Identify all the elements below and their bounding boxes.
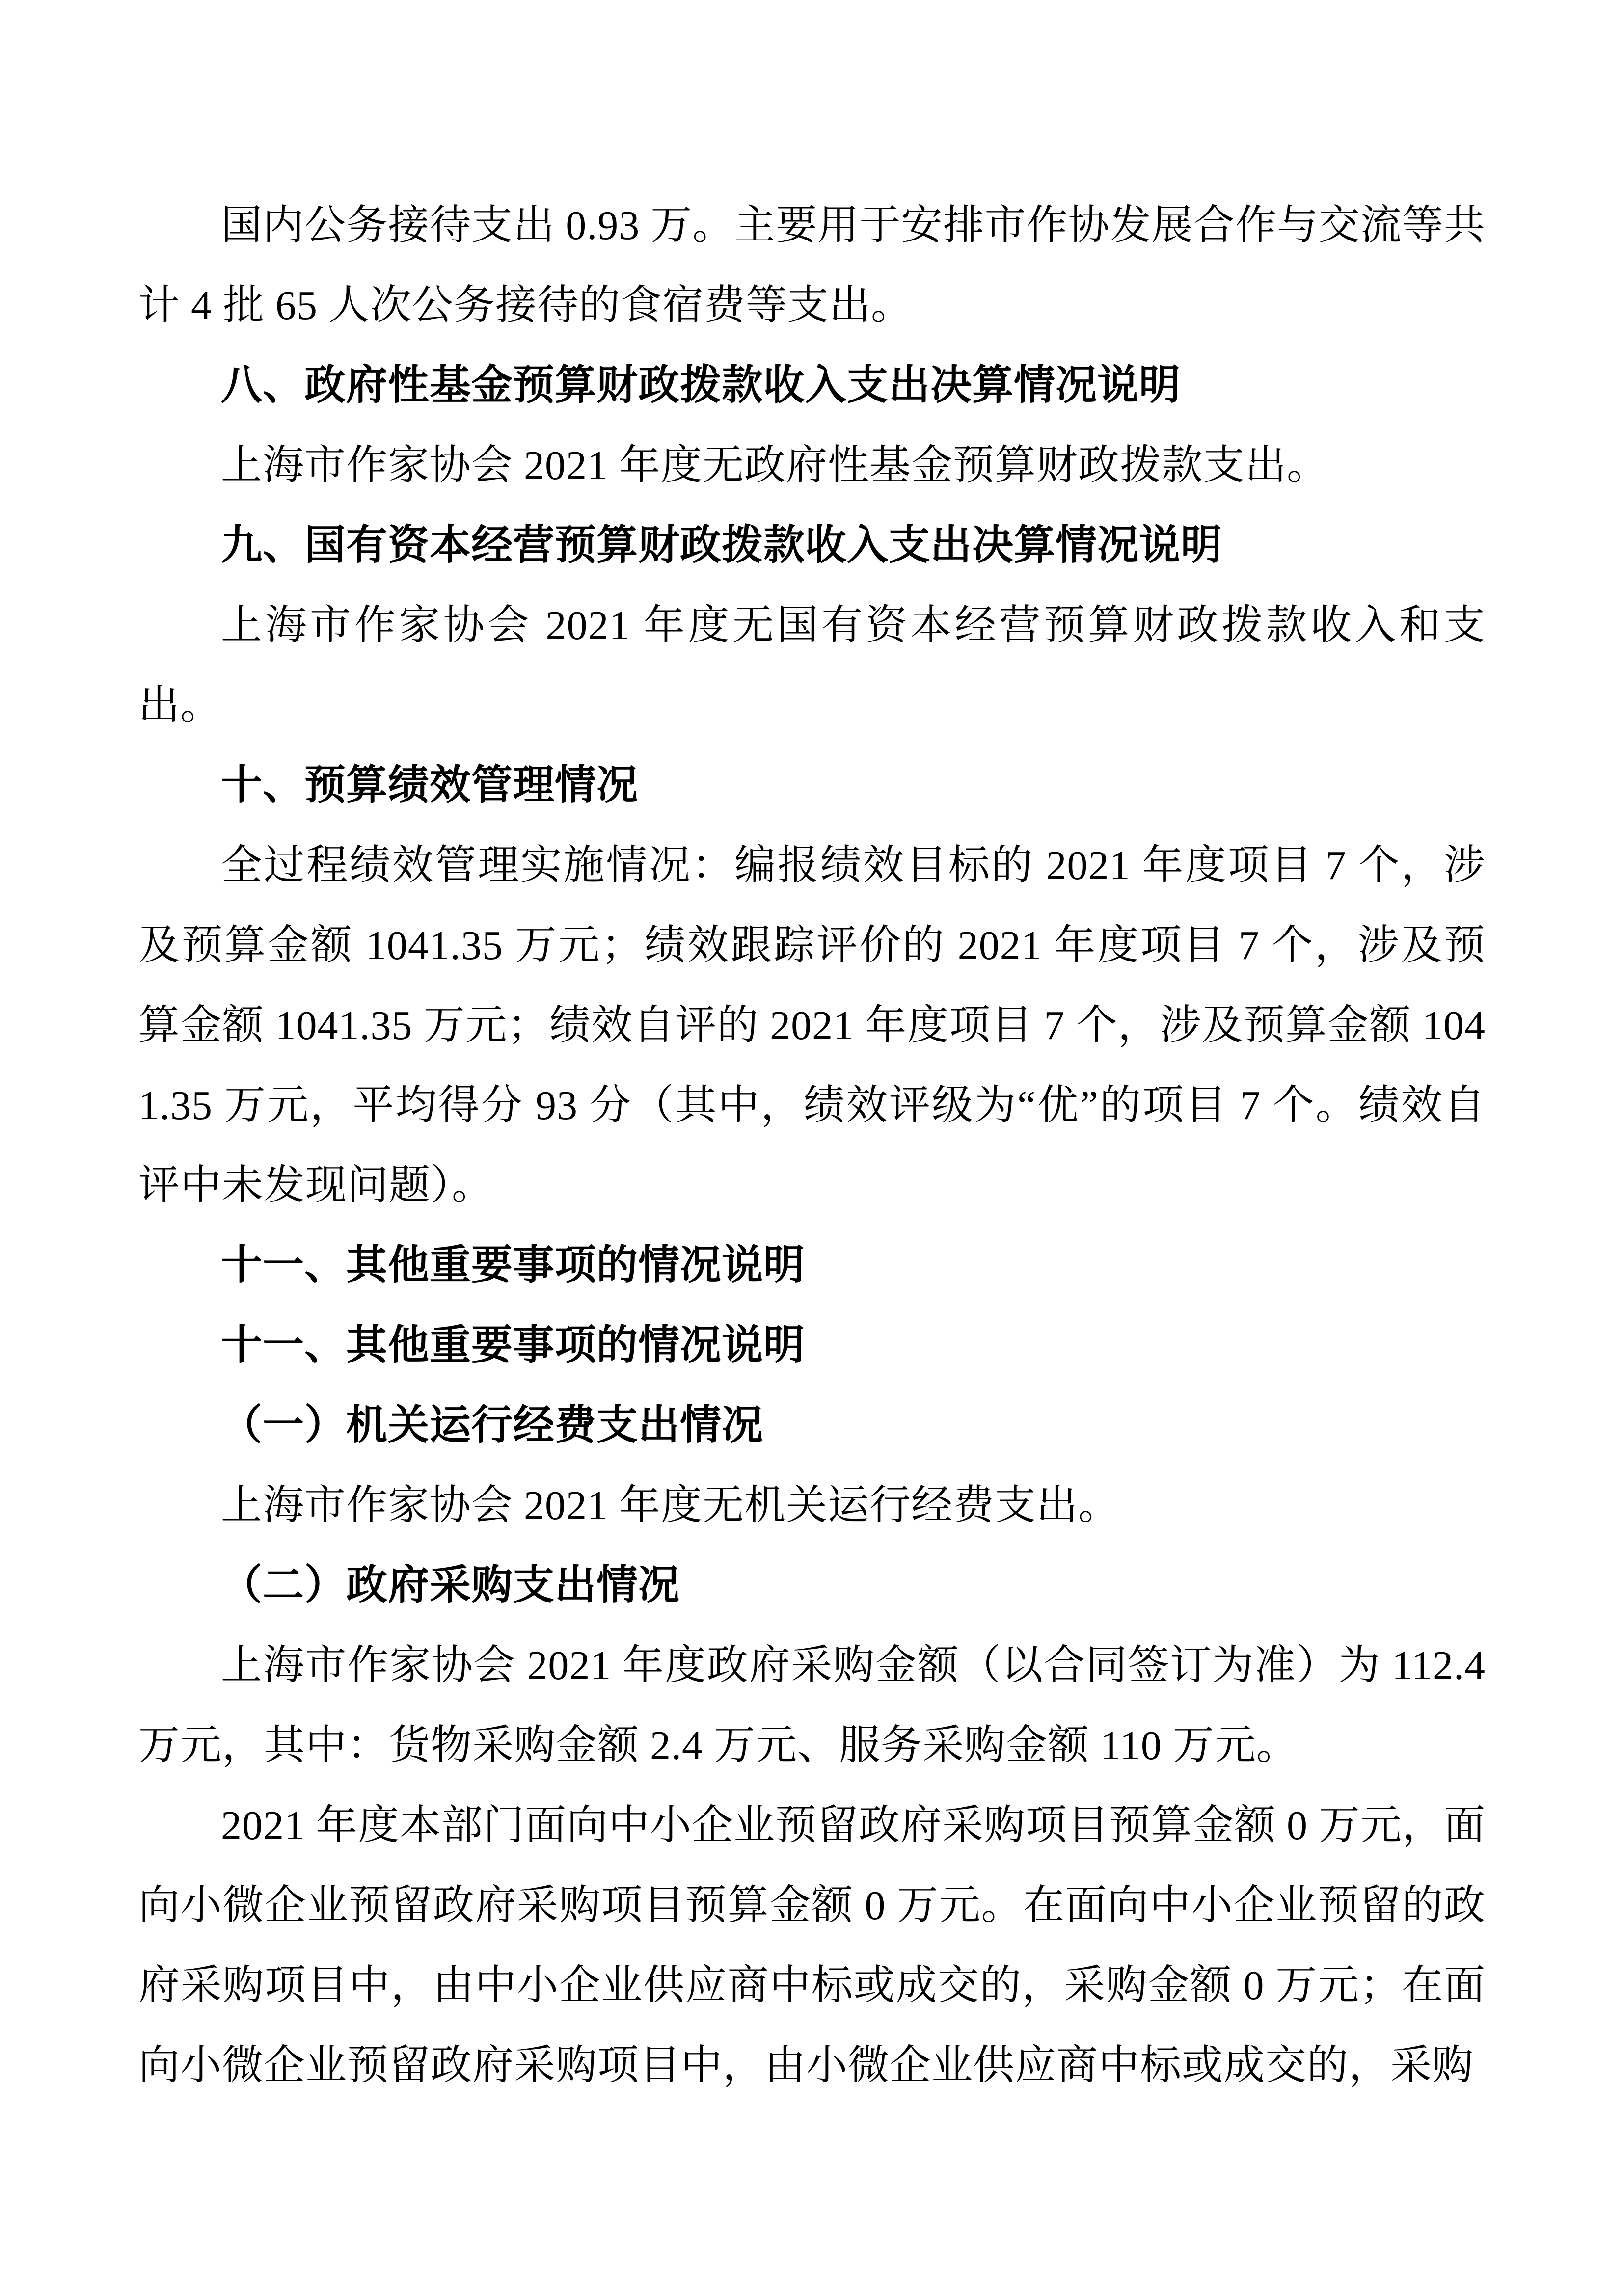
section-heading: 十、预算绩效管理情况: [221, 763, 639, 808]
document-body: [138, 186, 1486, 2106]
section-heading: 十一、其他重要事项的情况说明: [221, 1323, 806, 1368]
paragraph: 2021 年度本部门面向中小企业预留政府采购项目预算金额 0 万元，面向小微企业预留政府采购项目预算金额 0 万元。在面向中小企业预留的政府采购项目中，由中小企业供应商中标或成交的，采购金额 0 万元；在面向小微企业预留政府采购项目中，由小微企业供应商中标或成交的，采购: [138, 1803, 1486, 2088]
section-heading: 九、国有资本经营预算财政拨款收入支出决算情况说明: [221, 523, 1223, 568]
section-heading: （二）政府采购支出情况: [221, 1563, 680, 1608]
paragraph: 上海市作家协会 2021 年度无机关运行经费支出。: [221, 1483, 1120, 1528]
section-heading: 八、政府性基金预算财政拨款收入支出决算情况说明: [221, 363, 1181, 408]
paragraph: 国内公务接待支出 0.93 万。主要用于安排市作协发展合作与交流等共计 4 批 65 人次公务接待的食宿费等支出。: [138, 203, 1486, 328]
paragraph: 上海市作家协会 2021 年度无国有资本经营预算财政拨款收入和支出。: [138, 603, 1486, 728]
paragraph: 上海市作家协会 2021 年度政府采购金额（以合同签订为准）为 112.4 万元，其中：货物采购金额 2.4 万元、服务采购金额 110 万元。: [138, 1643, 1486, 1768]
section-heading: 十一、其他重要事项的情况说明: [221, 1243, 806, 1288]
paragraph: 全过程绩效管理实施情况：编报绩效目标的 2021 年度项目 7 个，涉及预算金额 1041.35 万元；绩效跟踪评价的 2021 年度项目 7 个，涉及预算金额 1041.35 万元；绩效自评的 2021 年度项目 7 个，涉及预算金额 1041.35 万元，平均得分 93 分（其中，绩效评级为“优”的项目 7 个。绩效自评中未发现问题）。: [138, 843, 1486, 1208]
section-heading: （一）机关运行经费支出情况: [221, 1403, 764, 1448]
paragraph: 上海市作家协会 2021 年度无政府性基金预算财政拨款支出。: [221, 443, 1329, 488]
